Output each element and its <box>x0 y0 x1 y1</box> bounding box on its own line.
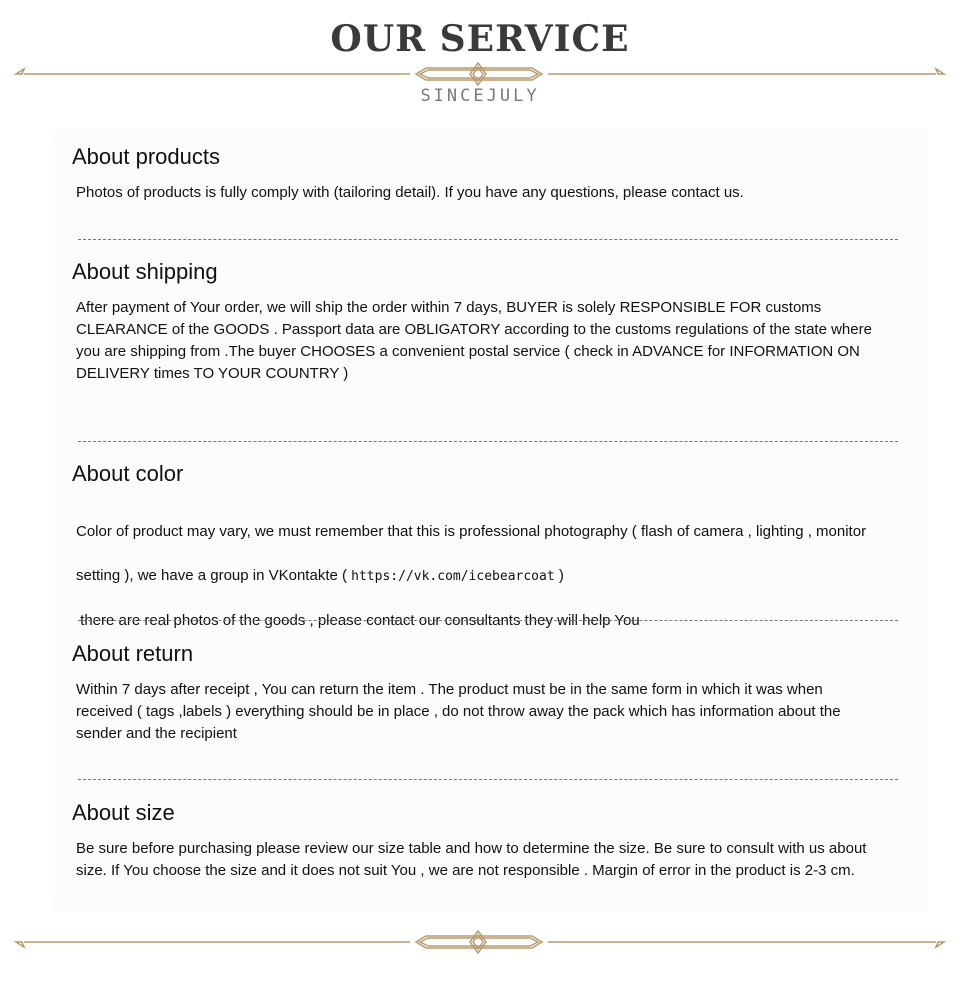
brand-subtitle: SINCEJULY <box>420 86 540 106</box>
section-body-products: Photos of products is fully comply with (tailoring detail). If you have any questions, please contact us. <box>76 184 744 201</box>
section-body-color <box>76 499 898 654</box>
section-divider <box>78 779 898 780</box>
color-body-line-2 <box>76 565 898 588</box>
section-body-size: Be sure before purchasing please review our size table and how to determine the size. Be sure to consult with us about size. If You choose the size and it does not suit You , we are not responsible . Margin of error in the product is 2-3 cm. <box>76 840 867 879</box>
section-title-size: About size <box>72 800 175 825</box>
section-divider <box>78 620 898 621</box>
page-title: OUR SERVICE <box>330 18 630 60</box>
color-body-line-3: there are real photos of the goods , please contact our consultants they will help You <box>76 612 640 629</box>
section-body-shipping: After payment of Your order, we will ship the order within 7 days, BUYER is solely RESPONSIBLE FOR customs CLEARANCE of the GOODS . Passport data are OBLIGATORY according to the customs regulations of the state where you are shipping from .The buyer CHOOSES a convenient postal service ( check in ADVANCE for INFORMATION ON DELIVERY times TO YOUR COUNTRY ) <box>76 299 872 382</box>
section-body-return: Within 7 days after receipt , You can return the item . The product must be in the same form in which it was when received ( tags ,labels ) everything should be in place , do not throw away the pack which has information about the sender and the recipient <box>76 681 841 742</box>
footer-ornament <box>0 928 960 958</box>
section-title-color: About color <box>72 461 184 486</box>
color-body-line-1: Color of product may vary, we must remember that this is professional photography ( flash of camera , lighting , monitor <box>76 523 867 540</box>
vk-group-link[interactable]: https://vk.com/icebearcoat <box>351 569 555 584</box>
section-title-return: About return <box>72 641 194 666</box>
section-divider <box>78 239 898 240</box>
color-body-text: setting ), we have a group in VKontakte ( <box>76 567 352 584</box>
section-title-shipping: About shipping <box>72 259 218 284</box>
section-divider <box>78 441 898 442</box>
color-body-text: ) <box>554 567 564 584</box>
section-title-products: About products <box>72 144 220 169</box>
